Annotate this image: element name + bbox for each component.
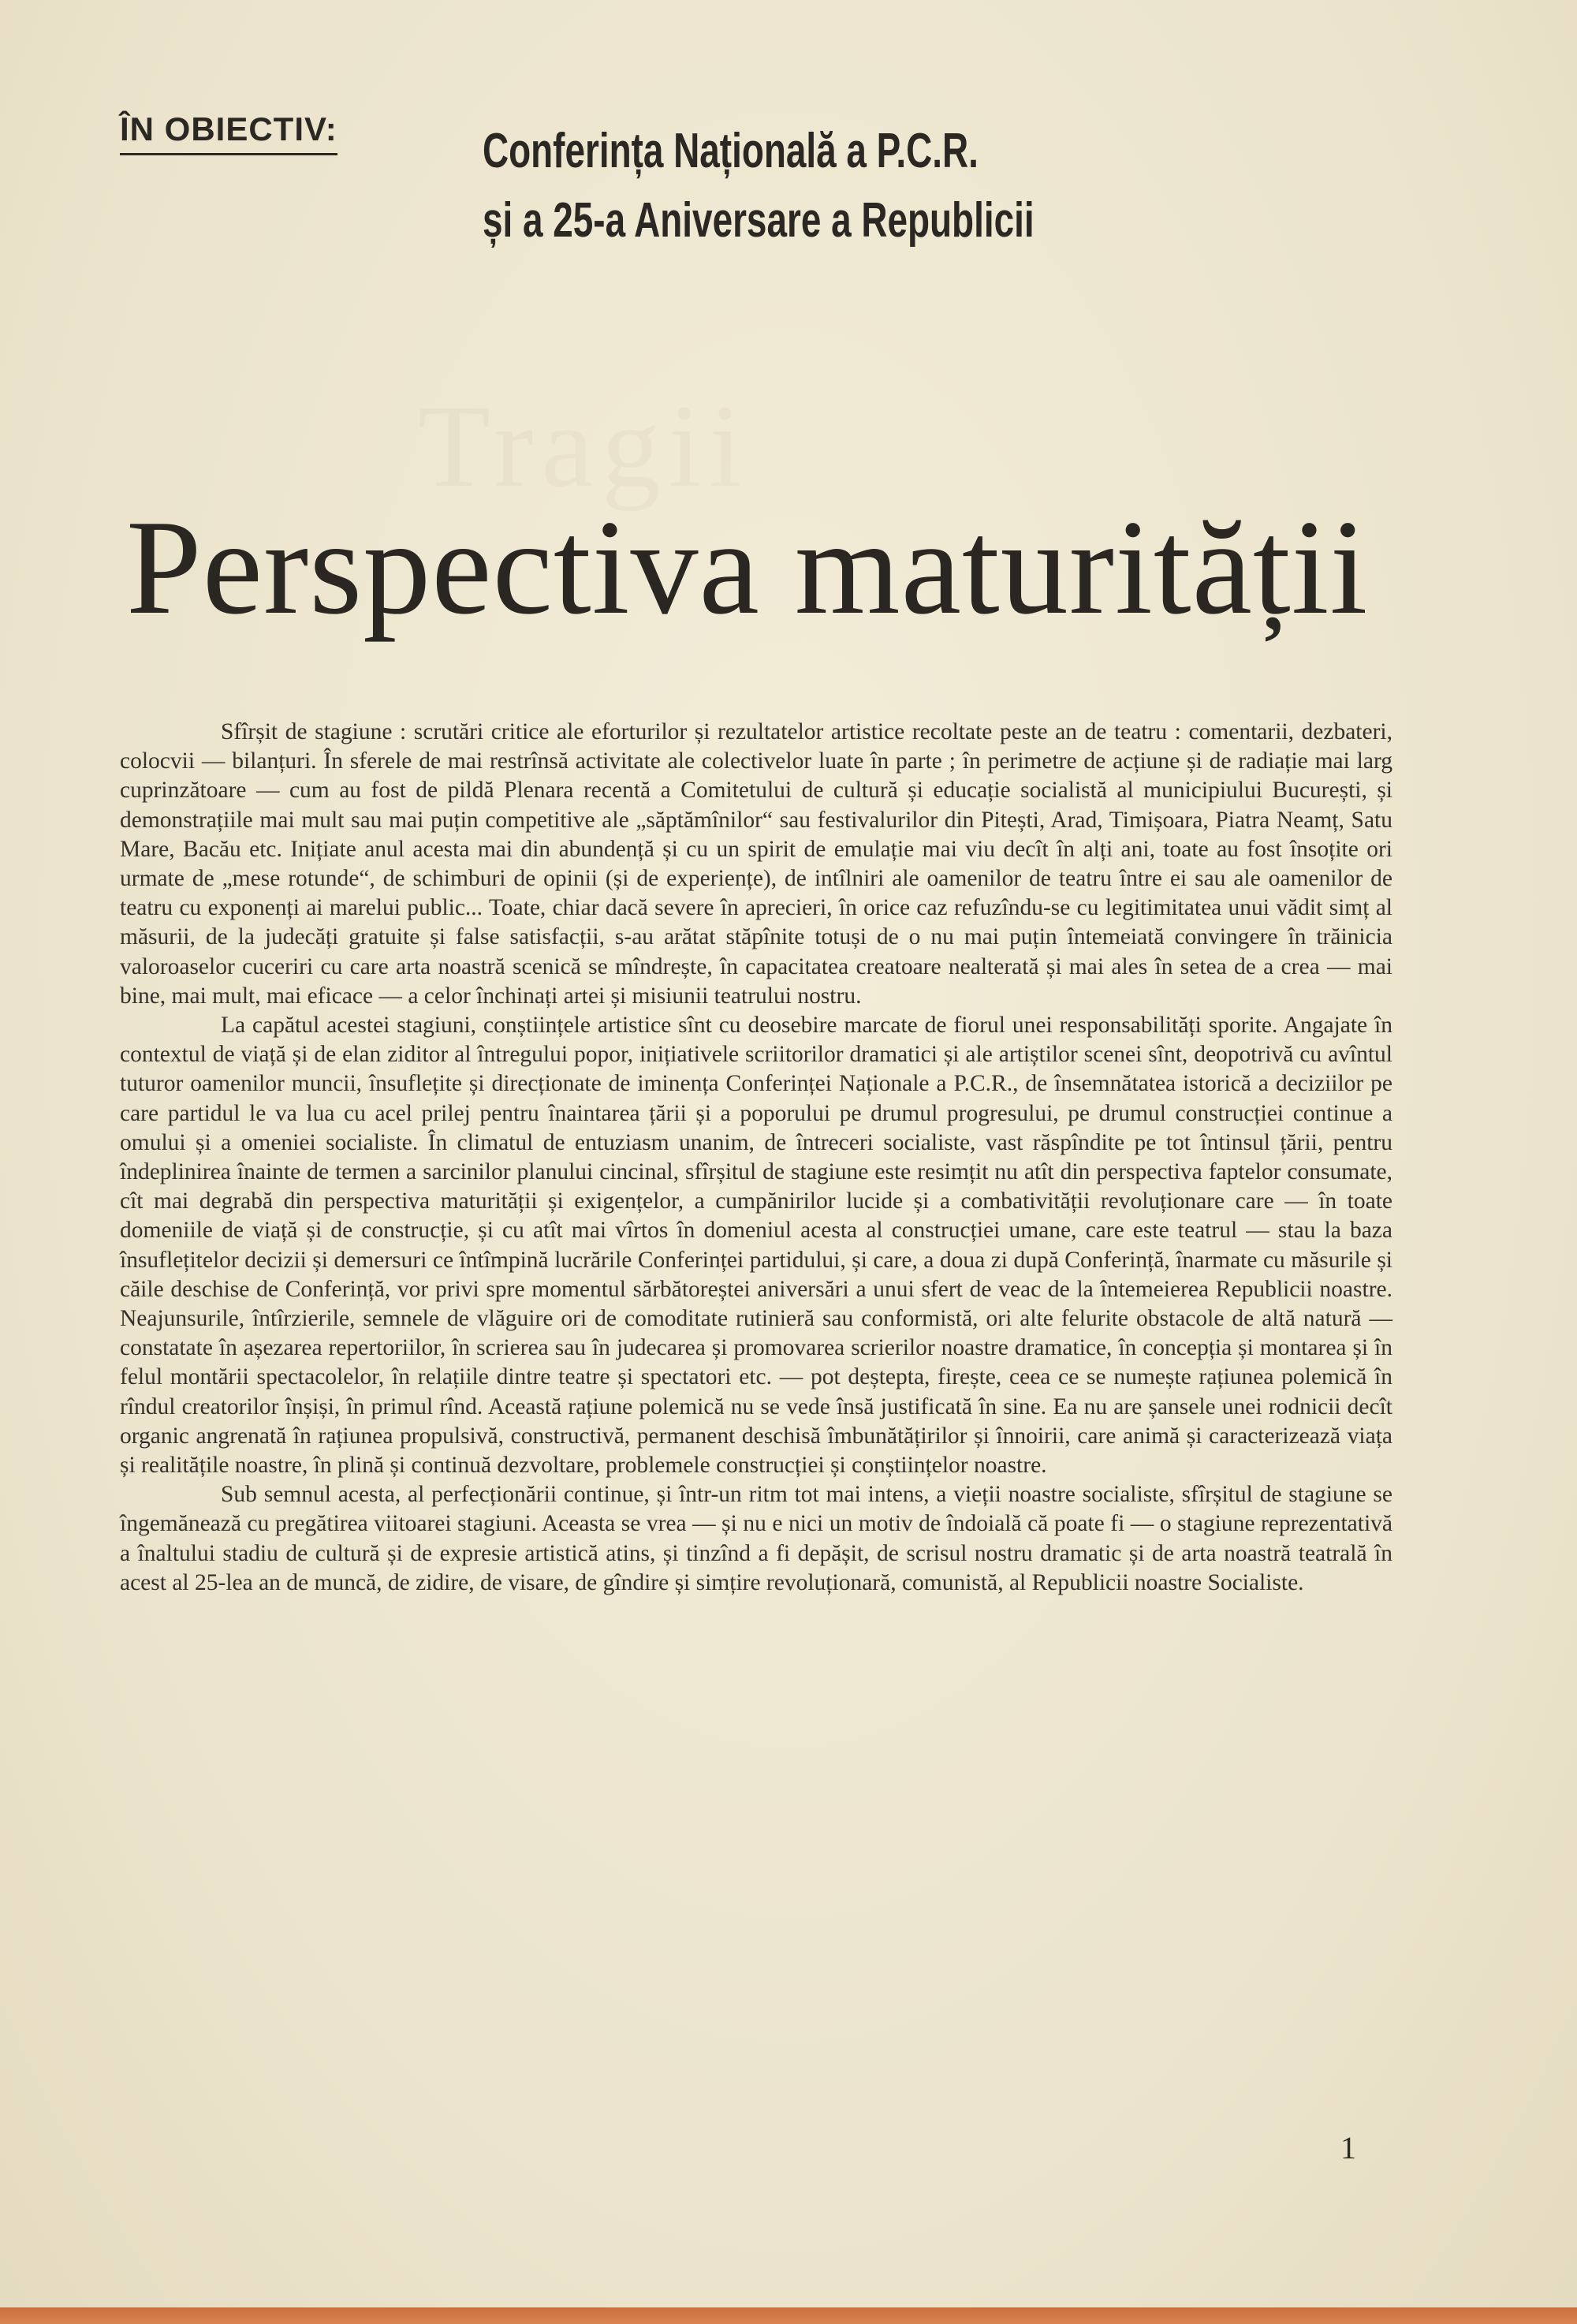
subject-line-1: Conferința Națională a P.C.R. (483, 124, 979, 178)
bottom-color-band (0, 2307, 1577, 2324)
paragraph-2: La capătul acestei stagiuni, conștiințele artistice sînt cu deosebire marcate de fiorul unei responsabilități sporite. Angajate în contextul de viață și de elan ziditor al întregului popor, inițiativele scriitorilor dramatici și ale artiștilor scenei sînt, deopotrivă cu avîntul tuturor oamenilor muncii, însuflețite și direcționate de iminența Conferinței Naționale a P.C.R., de însemnătatea istorică a deciziilor pe care partidul le va lua cu acel prilej pentru înaintarea țării și a poporului pe drumul progresului, pe drumul construcției continue a omului și a omeniei socialiste. În climatul de entuziasm unanim, de întreceri socialiste, vast răspîndite pe tot întinsul țării, pentru îndeplinirea înainte de termen a sarcinilor planului cincinal, sfîrșitul de stagiune este resimțit nu atît din perspectiva faptelor consumate, cît mai degrabă din perspectiva maturității și exigențelor, a cumpănirilor lucide și a combativității revoluționare care — în toate domeniile de viață și de construcție, și cu atît mai vîrtos în domeniul acesta al construcției umane, care este teatrul — stau la baza însuflețitelor decizii și demersuri ce întîmpină lucrările Conferinței partidului, și care, a doua zi după Conferință, înarmate cu măsurile și căile deschise de Conferință, vor privi spre momentul sărbătoreștei aniversări a unui sfert de veac de la întemeierea Republicii noastre. Neajunsurile, întîrzierile, semnele de vlăguire ori de comoditate rutinieră sau conformistă, ori alte felurite obstacole de altă natură — constatate în așezarea repertoriilor, în scrierea sau în judecarea și promovarea scrierilor noastre dramatice, în concepția și montarea și în felul montării spectacolelor, în relațiile dintre teatre și spectatori etc. — pot deștepta, firește, ceea ce se numește rațiunea polemică în rîndul creatorilor înșiși, în primul rînd. Această rațiune polemică nu se vede însă justificată în sine. Ea nu are șansele unei rodnicii decît organic angrenată în rațiunea propulsivă, constructivă, permanent deschisă îmbunătățirilor și înnoirii, care animă și caracterizează viața și realitățile noastre, în plină și continuă dezvoltare, problemele construcției și conștiințelor noastre. (120, 1013, 1392, 1479)
subject-line-2: și a 25-a Aniversare a Republicii (483, 193, 1035, 248)
page-number: 1 (1340, 2130, 1356, 2165)
paragraph-3: Sub semnul acesta, al perfecționării continue, și într-un ritm tot mai intens, a vieții noastre socialiste, sfîrșitul de stagiune se îngemănează cu pregătirea viitoarei stagiuni. Aceasta se vrea — și nu e nici un motiv de îndoială că poate fi — o stagiune reprezentativă a înaltului stadiu de cultură și de expresie artistică atins, și tinzînd a fi depășit, de scrisul nostru dramatic și de arta noastră teatrală în acest al 25-lea an de muncă, de zidire, de visare, de gîndire și simțire revoluționară, comunistă, al Republicii noastre Socialiste. (120, 1482, 1392, 1595)
paragraph-1: Sfîrșit de stagiune : scrutări critice ale eforturilor și rezultatelor artistice recoltate peste an de teatru : comentarii, dezbateri, colocvii — bilanțuri. În sferele de mai restrînsă activitate ale colectivelor luate în parte ; în perimetre de acțiune și de radiație mai larg cuprinzătoare — cum au fost de pildă Plenara recentă a Comitetului de cultură și educație socialistă al municipiului București, și demonstrațiile mai mult sau mai puțin competitive ale „săptămînilor“ sau festivalurilor din Pitești, Arad, Timișoara, Piatra Neamț, Satu Mare, Bacău etc. Inițiate anul acesta mai din abundență și cu un spirit de emulație mai viu decît în alți ani, toate au fost însoțite ori urmate de „mese rotunde“, de schimburi de opinii (și de experiențe), de intîlniri ale oamenilor de teatru între ei sau ale oamenilor de teatru cu exponenți ai marelui public... Toate, chiar dacă severe în aprecieri, în orice caz refuzîndu-se cu legitimitatea unui vădit simț al măsurii, de la judecăți gratuite și false satisfacții, s-au arătat stăpînite totuși de o nu mai puțin întemeiată convingere în trăinicia valoroaselor cuceriri cu care arta noastră scenică se mîndrește, în capacitatea creatoare nealterată și mai ales în setea de a crea — mai bine, mai mult, mai eficace — a celor închinați artei și misiunii teatrului nostru. (120, 719, 1392, 1009)
rubric-label: ÎN OBIECTIV: (120, 110, 337, 155)
article-body (120, 718, 1392, 1598)
show-through-text: Tragii (418, 381, 751, 512)
subject-heading (483, 117, 1035, 256)
article-title: Perspectiva maturității (126, 493, 1369, 643)
